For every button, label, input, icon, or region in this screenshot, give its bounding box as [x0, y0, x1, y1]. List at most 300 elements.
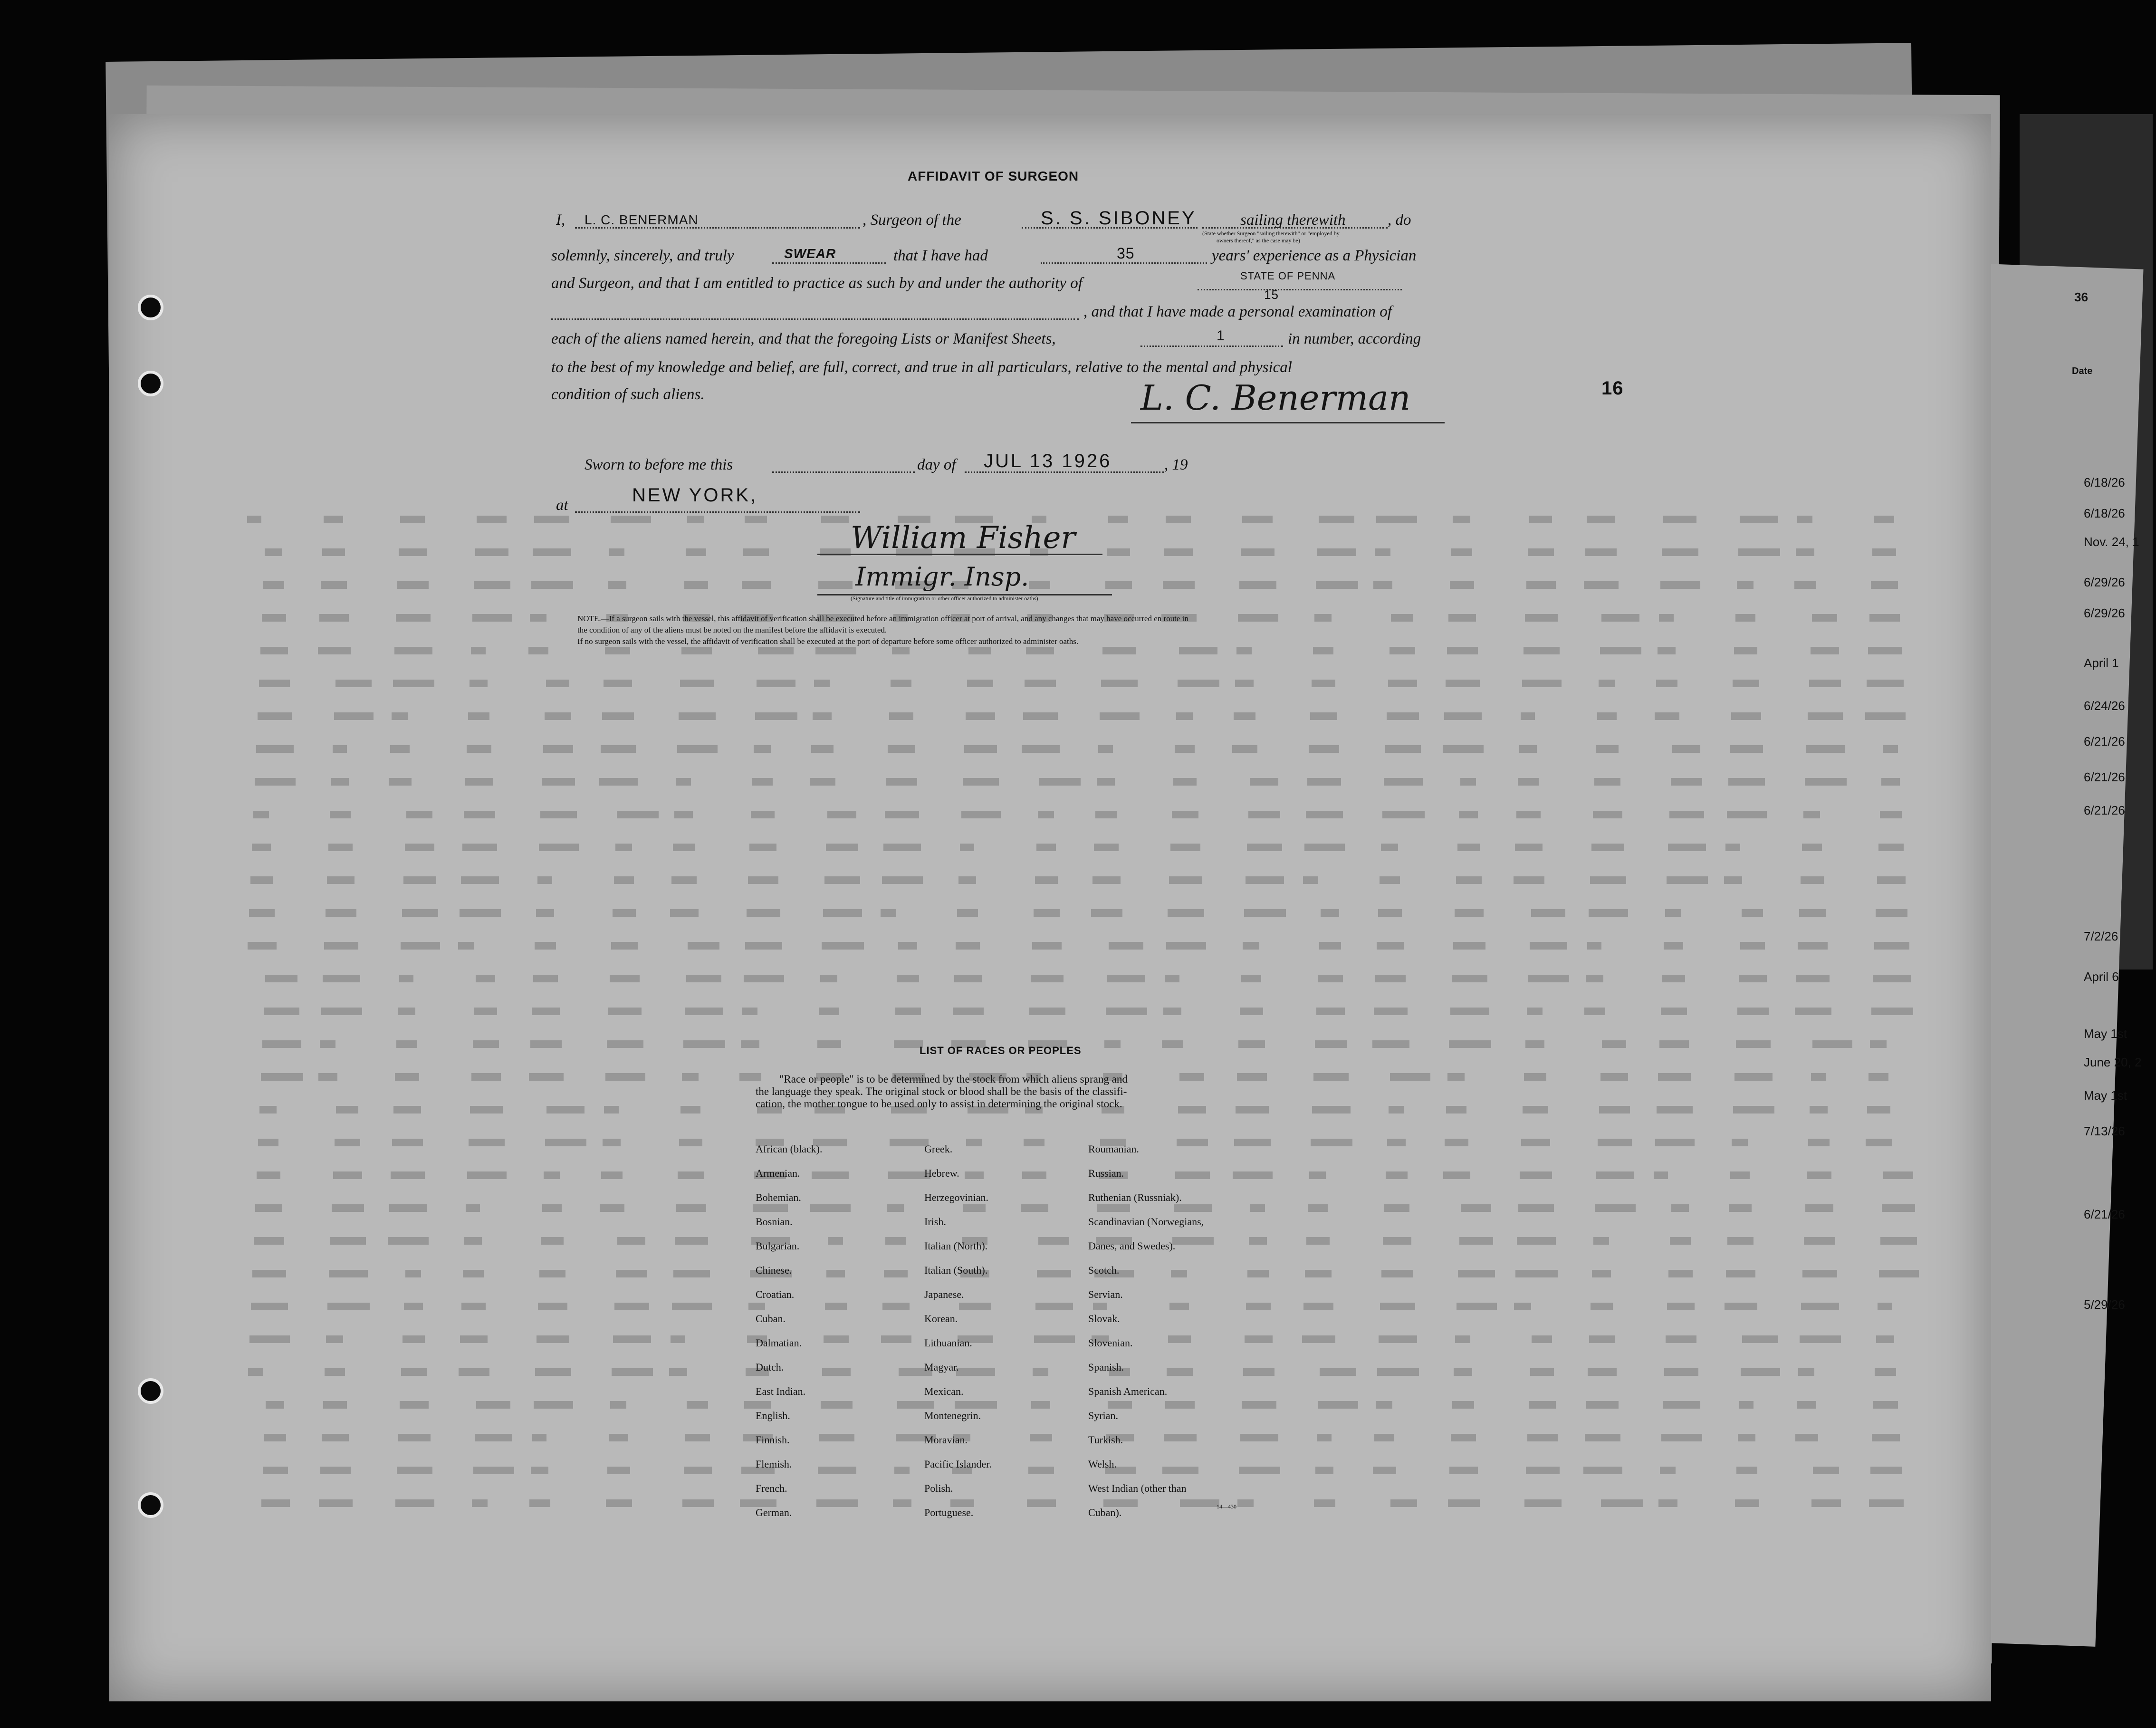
race-entry: West Indian (other than: [1088, 1482, 1187, 1494]
ghost-mark: [1741, 1368, 1780, 1376]
ghost-mark: [740, 1499, 776, 1507]
ghost-mark: [1583, 1467, 1622, 1474]
ghost-mark: [1449, 1040, 1491, 1048]
ghost-mark: [1871, 1008, 1913, 1015]
ghost-mark: [332, 1204, 364, 1212]
ghost-mark: [333, 745, 347, 753]
ghost-mark: [1243, 1368, 1274, 1376]
ghost-mark: [1107, 548, 1130, 556]
race-entry: Russian.: [1088, 1167, 1124, 1179]
ghost-mark: [1454, 1368, 1472, 1376]
ghost-mark: [1521, 712, 1535, 720]
ghost-mark: [610, 975, 640, 982]
ghost-mark: [1803, 811, 1820, 818]
race-entry: Greek.: [924, 1143, 953, 1155]
ghost-mark: [1162, 1040, 1183, 1048]
ghost-mark: [1515, 844, 1543, 851]
side-date: 7/2/26: [2084, 929, 2118, 943]
ghost-mark: [758, 647, 794, 654]
ghost-mark: [1797, 516, 1812, 523]
ghost-mark: [613, 909, 636, 917]
ghost-mark: [1870, 1040, 1887, 1048]
ghost-mark: [529, 1499, 550, 1507]
ghost-mark: [961, 811, 1001, 818]
ghost-mark: [1232, 745, 1257, 753]
side-date: 6/24/26: [2084, 699, 2125, 713]
ghost-mark: [825, 1303, 847, 1310]
ghost-mark: [1665, 909, 1681, 917]
race-entry: Korean.: [924, 1313, 958, 1325]
races-title: LIST OF RACES OR PEOPLES: [920, 1045, 1082, 1056]
ghost-mark: [1312, 680, 1335, 687]
ghost-mark: [1448, 614, 1476, 622]
line7-text: condition of such aliens.: [551, 386, 705, 403]
ghost-mark: [249, 909, 275, 917]
ghost-mark: [966, 1139, 982, 1146]
ghost-mark: [882, 1303, 910, 1310]
ghost-mark: [324, 516, 343, 523]
ghost-mark: [1658, 1499, 1677, 1507]
ghost-mark: [1867, 680, 1904, 687]
ghost-mark: [1871, 581, 1898, 589]
ghost-mark: [1808, 712, 1843, 720]
ghost-mark: [1877, 876, 1906, 884]
ghost-mark: [1104, 1040, 1121, 1048]
ghost-mark: [1179, 647, 1217, 654]
ghost-mark: [1450, 1008, 1489, 1015]
ghost-mark: [251, 1303, 288, 1310]
ghost-mark: [744, 1401, 771, 1409]
ghost-mark: [474, 581, 510, 589]
ghost-mark: [1528, 975, 1569, 982]
ghost-mark: [819, 1434, 854, 1441]
ghost-mark: [1736, 1467, 1757, 1474]
ghost-mark: [330, 811, 351, 818]
ghost-mark: [247, 516, 261, 523]
ghost-mark: [467, 1171, 507, 1179]
ghost-mark: [1527, 1008, 1543, 1015]
ghost-mark: [1451, 1434, 1476, 1441]
ghost-mark: [545, 712, 571, 720]
ghost-mark: [248, 1368, 263, 1376]
ghost-mark: [1873, 975, 1911, 982]
ghost-mark: [1177, 1139, 1208, 1146]
ghost-mark: [320, 1467, 351, 1474]
ghost-mark: [330, 1237, 366, 1245]
ghost-mark: [757, 680, 795, 687]
ghost-mark: [1811, 1073, 1826, 1081]
authority-value: STATE OF PENNA: [1240, 270, 1336, 282]
race-entry: Danes, and Swedes).: [1088, 1240, 1176, 1252]
ghost-mark: [955, 1401, 997, 1409]
ghost-mark: [471, 1073, 501, 1081]
ghost-mark: [1101, 680, 1138, 687]
officer-signature: William Fisher: [851, 520, 1076, 556]
ghost-mark: [752, 778, 773, 786]
ghost-mark: [608, 581, 626, 589]
ghost-mark: [1372, 1040, 1409, 1048]
ghost-mark: [682, 1073, 699, 1081]
ghost-mark: [1602, 1040, 1626, 1048]
ghost-mark: [823, 909, 862, 917]
ghost-mark: [818, 581, 853, 589]
ghost-mark: [334, 712, 374, 720]
ghost-mark: [1167, 1368, 1193, 1376]
ghost-mark: [1093, 1303, 1107, 1310]
ghost-mark: [1657, 1106, 1693, 1114]
ghost-mark: [541, 1237, 564, 1245]
ghost-mark: [1794, 581, 1816, 589]
race-entry: Herzegovinian.: [924, 1191, 988, 1203]
ghost-mark: [893, 1499, 911, 1507]
race-entry: Lithuanian.: [924, 1337, 972, 1349]
ghost-mark: [954, 975, 982, 982]
ghost-mark: [474, 1008, 497, 1015]
ghost-mark: [259, 1106, 277, 1114]
ghost-mark: [950, 1499, 974, 1507]
ghost-mark: [1444, 712, 1482, 720]
ghost-mark: [1515, 1270, 1558, 1277]
race-entry: Dalmatian.: [756, 1337, 802, 1349]
race-entry: Finnish.: [756, 1434, 790, 1446]
ghost-mark: [1317, 1434, 1332, 1441]
ghost-mark: [1592, 1270, 1611, 1277]
sailing-text: sailing therewith: [1240, 211, 1346, 229]
ghost-mark: [1742, 1335, 1778, 1343]
ghost-mark: [1379, 1335, 1417, 1343]
ghost-mark: [406, 811, 432, 818]
ghost-mark: [462, 844, 497, 851]
ghost-mark: [959, 1303, 991, 1310]
ghost-mark: [680, 680, 714, 687]
ghost-mark: [1176, 712, 1193, 720]
ghost-mark: [256, 745, 294, 753]
ghost-mark: [673, 844, 695, 851]
side-date: June 20, 2: [2084, 1055, 2142, 1069]
at-text: at: [556, 497, 568, 514]
ghost-mark: [1517, 1237, 1556, 1245]
ghost-mark: [265, 975, 297, 982]
ghost-mark: [743, 548, 769, 556]
ghost-mark: [1518, 1204, 1554, 1212]
ghost-mark: [534, 1401, 573, 1409]
ghost-mark: [682, 1499, 714, 1507]
ghost-mark: [460, 1335, 488, 1343]
ghost-mark: [819, 1008, 839, 1015]
ghost-mark: [1105, 581, 1132, 589]
ghost-mark: [477, 516, 507, 523]
race-entry: Bosnian.: [756, 1216, 793, 1228]
ghost-mark: [397, 1467, 432, 1474]
signature-caption: (Signature and title of immigration or other officer authorized to administer oaths): [851, 595, 1038, 602]
ghost-mark: [1449, 1467, 1478, 1474]
ghost-mark: [1661, 1008, 1687, 1015]
ghost-mark: [605, 1073, 645, 1081]
ghost-mark: [1663, 1401, 1700, 1409]
ghost-mark: [601, 1171, 623, 1179]
ghost-mark: [608, 1008, 642, 1015]
ghost-mark: [1178, 680, 1219, 687]
years-line: [1041, 262, 1207, 264]
ghost-mark: [403, 876, 436, 884]
ghost-mark: [1178, 1106, 1206, 1114]
ghost-mark: [1034, 1335, 1075, 1343]
ghost-mark: [1309, 745, 1339, 753]
ghost-mark: [1374, 1434, 1394, 1441]
ghost-mark: [1736, 1040, 1771, 1048]
ghost-mark: [398, 1434, 431, 1441]
ghost-mark: [1524, 1073, 1546, 1081]
ghost-mark: [393, 680, 434, 687]
line4-text: , and that I have made a personal examination of: [1083, 303, 1392, 320]
ghost-mark: [1796, 548, 1814, 556]
ghost-mark: [458, 942, 474, 950]
ghost-mark: [1460, 778, 1476, 786]
ghost-mark: [397, 581, 429, 589]
ghost-mark: [1595, 1204, 1636, 1212]
ghost-mark: [325, 1368, 345, 1376]
ghost-mark: [895, 1008, 921, 1015]
ghost-mark: [1030, 1434, 1052, 1441]
ghost-mark: [1865, 712, 1906, 720]
ghost-mark: [1319, 942, 1341, 950]
ghost-mark: [1311, 1139, 1352, 1146]
ghost-mark: [818, 1467, 856, 1474]
ghost-mark: [1451, 548, 1472, 556]
ghost-mark: [1236, 647, 1252, 654]
ghost-mark: [897, 975, 919, 982]
ghost-mark: [607, 1040, 643, 1048]
ghost-mark: [1447, 1073, 1465, 1081]
ghost-mark: [1869, 1499, 1904, 1507]
ghost-mark: [1318, 975, 1343, 982]
ghost-mark: [1738, 1434, 1755, 1441]
ghost-mark: [745, 942, 782, 950]
ghost-mark: [1732, 1139, 1748, 1146]
ghost-mark: [1242, 1401, 1276, 1409]
ghost-mark: [404, 1303, 423, 1310]
ghost-mark: [1518, 778, 1539, 786]
ghost-mark: [1659, 1040, 1689, 1048]
ghost-mark: [1799, 909, 1826, 917]
years-value: 35: [1117, 245, 1135, 262]
race-entry: French.: [756, 1482, 787, 1494]
ghost-mark: [890, 1139, 929, 1146]
ghost-mark: [394, 647, 432, 654]
affidavit-title: AFFIDAVIT OF SURGEON: [908, 169, 1079, 183]
ghost-mark: [670, 909, 699, 917]
ship-name: S. S. SIBONEY: [1041, 208, 1197, 229]
ghost-mark: [1034, 909, 1060, 917]
ghost-mark: [739, 1073, 761, 1081]
ghost-mark: [677, 745, 718, 753]
ghost-mark: [401, 1368, 427, 1376]
ghost-mark: [1872, 1434, 1900, 1441]
ghost-mark: [614, 1303, 649, 1310]
ghost-mark: [1662, 975, 1685, 982]
ghost-mark: [1591, 1303, 1613, 1310]
ghost-mark: [1447, 647, 1478, 654]
ghost-mark: [827, 811, 856, 818]
ghost-mark: [1584, 581, 1619, 589]
ghost-mark: [1882, 1204, 1915, 1212]
ghost-mark: [537, 876, 552, 884]
ghost-mark: [399, 975, 413, 982]
ghost-mark: [1660, 1467, 1676, 1474]
ghost-mark: [1660, 581, 1700, 589]
ghost-mark: [602, 712, 634, 720]
ghost-mark: [1095, 811, 1117, 818]
ghost-mark: [401, 942, 440, 950]
ghost-mark: [1320, 1368, 1356, 1376]
ghost-mark: [259, 680, 290, 687]
ghost-mark: [318, 1073, 337, 1081]
race-entry: Syrian.: [1088, 1410, 1118, 1421]
ghost-mark: [1383, 1237, 1411, 1245]
ghost-mark: [464, 1237, 482, 1245]
race-entry: Portuguese.: [924, 1507, 974, 1518]
ghost-mark: [1387, 712, 1419, 720]
ghost-mark: [1108, 516, 1128, 523]
ghost-mark: [822, 942, 864, 950]
ghost-mark: [335, 1139, 360, 1146]
ghost-mark: [1805, 1204, 1833, 1212]
ghost-mark: [1666, 1335, 1696, 1343]
ghost-mark: [1377, 1368, 1419, 1376]
ghost-mark: [614, 876, 634, 884]
ghost-mark: [1878, 1303, 1892, 1310]
ghost-mark: [395, 1499, 434, 1507]
ghost-mark: [1587, 516, 1615, 523]
ghost-mark: [1807, 1171, 1831, 1179]
ghost-mark: [1668, 844, 1706, 851]
ghost-mark: [1813, 1467, 1839, 1474]
ghost-mark: [252, 1270, 286, 1277]
ghost-mark: [1247, 1270, 1269, 1277]
note-line-1: NOTE.—If a surgeon sails with the vessel, this affidavit of verification shall be executed before an immigration officer at port of arrival, and any changes that may have occurred en route in: [577, 614, 1188, 623]
ghost-mark: [395, 1073, 419, 1081]
ghost-mark: [264, 1008, 299, 1015]
ghost-mark: [262, 614, 286, 622]
ghost-mark: [255, 1204, 282, 1212]
ghost-mark: [1455, 1335, 1470, 1343]
ghost-mark: [964, 745, 997, 753]
races-intro-1: "Race or people" is to be determined by the stock from which aliens sprang and: [779, 1073, 1128, 1085]
side-date: 7/13/26: [2084, 1124, 2125, 1138]
ghost-mark: [1375, 548, 1390, 556]
ghost-mark: [1240, 1434, 1278, 1441]
ghost-mark: [1386, 1171, 1408, 1179]
ghost-mark: [1524, 647, 1560, 654]
ghost-mark: [678, 1171, 704, 1179]
ghost-mark: [1023, 712, 1058, 720]
ghost-mark: [1801, 876, 1824, 884]
ghost-mark: [1532, 1335, 1552, 1343]
ghost-mark: [1168, 909, 1204, 917]
ghost-mark: [1811, 647, 1839, 654]
ghost-mark: [686, 548, 706, 556]
ghost-mark: [1875, 1368, 1896, 1376]
ghost-mark: [1027, 1499, 1056, 1507]
ghost-mark: [1166, 516, 1191, 523]
ghost-mark: [333, 1171, 362, 1179]
ghost-mark: [1166, 942, 1206, 950]
race-entry: Cuban.: [756, 1313, 786, 1325]
ghost-mark: [604, 1106, 619, 1114]
ghost-mark: [679, 1139, 702, 1146]
ghost-mark: [616, 1270, 647, 1277]
ghost-mark: [539, 844, 579, 851]
race-entry: Italian (South).: [924, 1264, 988, 1276]
ghost-mark: [1726, 1270, 1755, 1277]
ghost-mark: [1306, 811, 1343, 818]
ghost-mark: [1805, 778, 1847, 786]
ghost-mark: [1672, 745, 1700, 753]
ghost-mark: [1742, 909, 1763, 917]
ghost-mark: [1237, 1499, 1254, 1507]
ghost-mark: [673, 1270, 710, 1277]
ghost-mark: [1315, 1040, 1347, 1048]
ghost-mark: [1035, 1303, 1073, 1310]
ghost-mark: [1670, 1237, 1691, 1245]
ghost-mark: [392, 1139, 423, 1146]
ghost-mark: [1655, 712, 1679, 720]
ghost-mark: [405, 1270, 421, 1277]
ghost-mark: [749, 844, 776, 851]
ghost-mark: [1238, 1040, 1265, 1048]
ghost-mark: [1244, 909, 1286, 917]
ghost-mark: [321, 1008, 362, 1015]
race-entry: Servian.: [1088, 1288, 1123, 1300]
ghost-mark: [535, 942, 556, 950]
ghost-mark: [815, 647, 856, 654]
ghost-mark: [475, 1434, 512, 1441]
ghost-mark: [1026, 647, 1054, 654]
ghost-mark: [471, 647, 486, 654]
ghost-mark: [676, 778, 691, 786]
ghost-mark: [1314, 1499, 1335, 1507]
race-entry: Bulgarian.: [756, 1240, 800, 1252]
side-date: April 1: [2084, 656, 2119, 670]
ghost-mark: [1250, 778, 1278, 786]
ghost-mark: [1241, 548, 1274, 556]
ghost-mark: [1801, 1303, 1839, 1310]
ghost-mark: [1869, 1073, 1888, 1081]
ghost-mark: [1376, 516, 1417, 523]
ghost-mark: [681, 647, 712, 654]
ghost-mark: [1598, 1139, 1632, 1146]
ghost-mark: [611, 942, 638, 950]
race-entry: Hebrew.: [924, 1167, 959, 1179]
ghost-mark: [1662, 548, 1698, 556]
ghost-mark: [1234, 712, 1255, 720]
ghost-mark: [318, 647, 351, 654]
ghost-mark: [542, 1204, 562, 1212]
ghost-mark: [1520, 1171, 1552, 1179]
side-date: 6/29/26: [2084, 575, 2125, 589]
ghost-mark: [1516, 811, 1541, 818]
ghost-mark: [1307, 778, 1341, 786]
ghost-mark: [751, 811, 775, 818]
ghost-mark: [683, 1040, 725, 1048]
ghost-mark: [461, 1303, 486, 1310]
form-code: 14—430: [1217, 1503, 1236, 1510]
ghost-mark: [398, 1008, 415, 1015]
ghost-mark: [612, 1368, 653, 1376]
ghost-mark: [475, 548, 508, 556]
ghost-mark: [1593, 811, 1622, 818]
authority-extra: 15: [1264, 288, 1279, 302]
